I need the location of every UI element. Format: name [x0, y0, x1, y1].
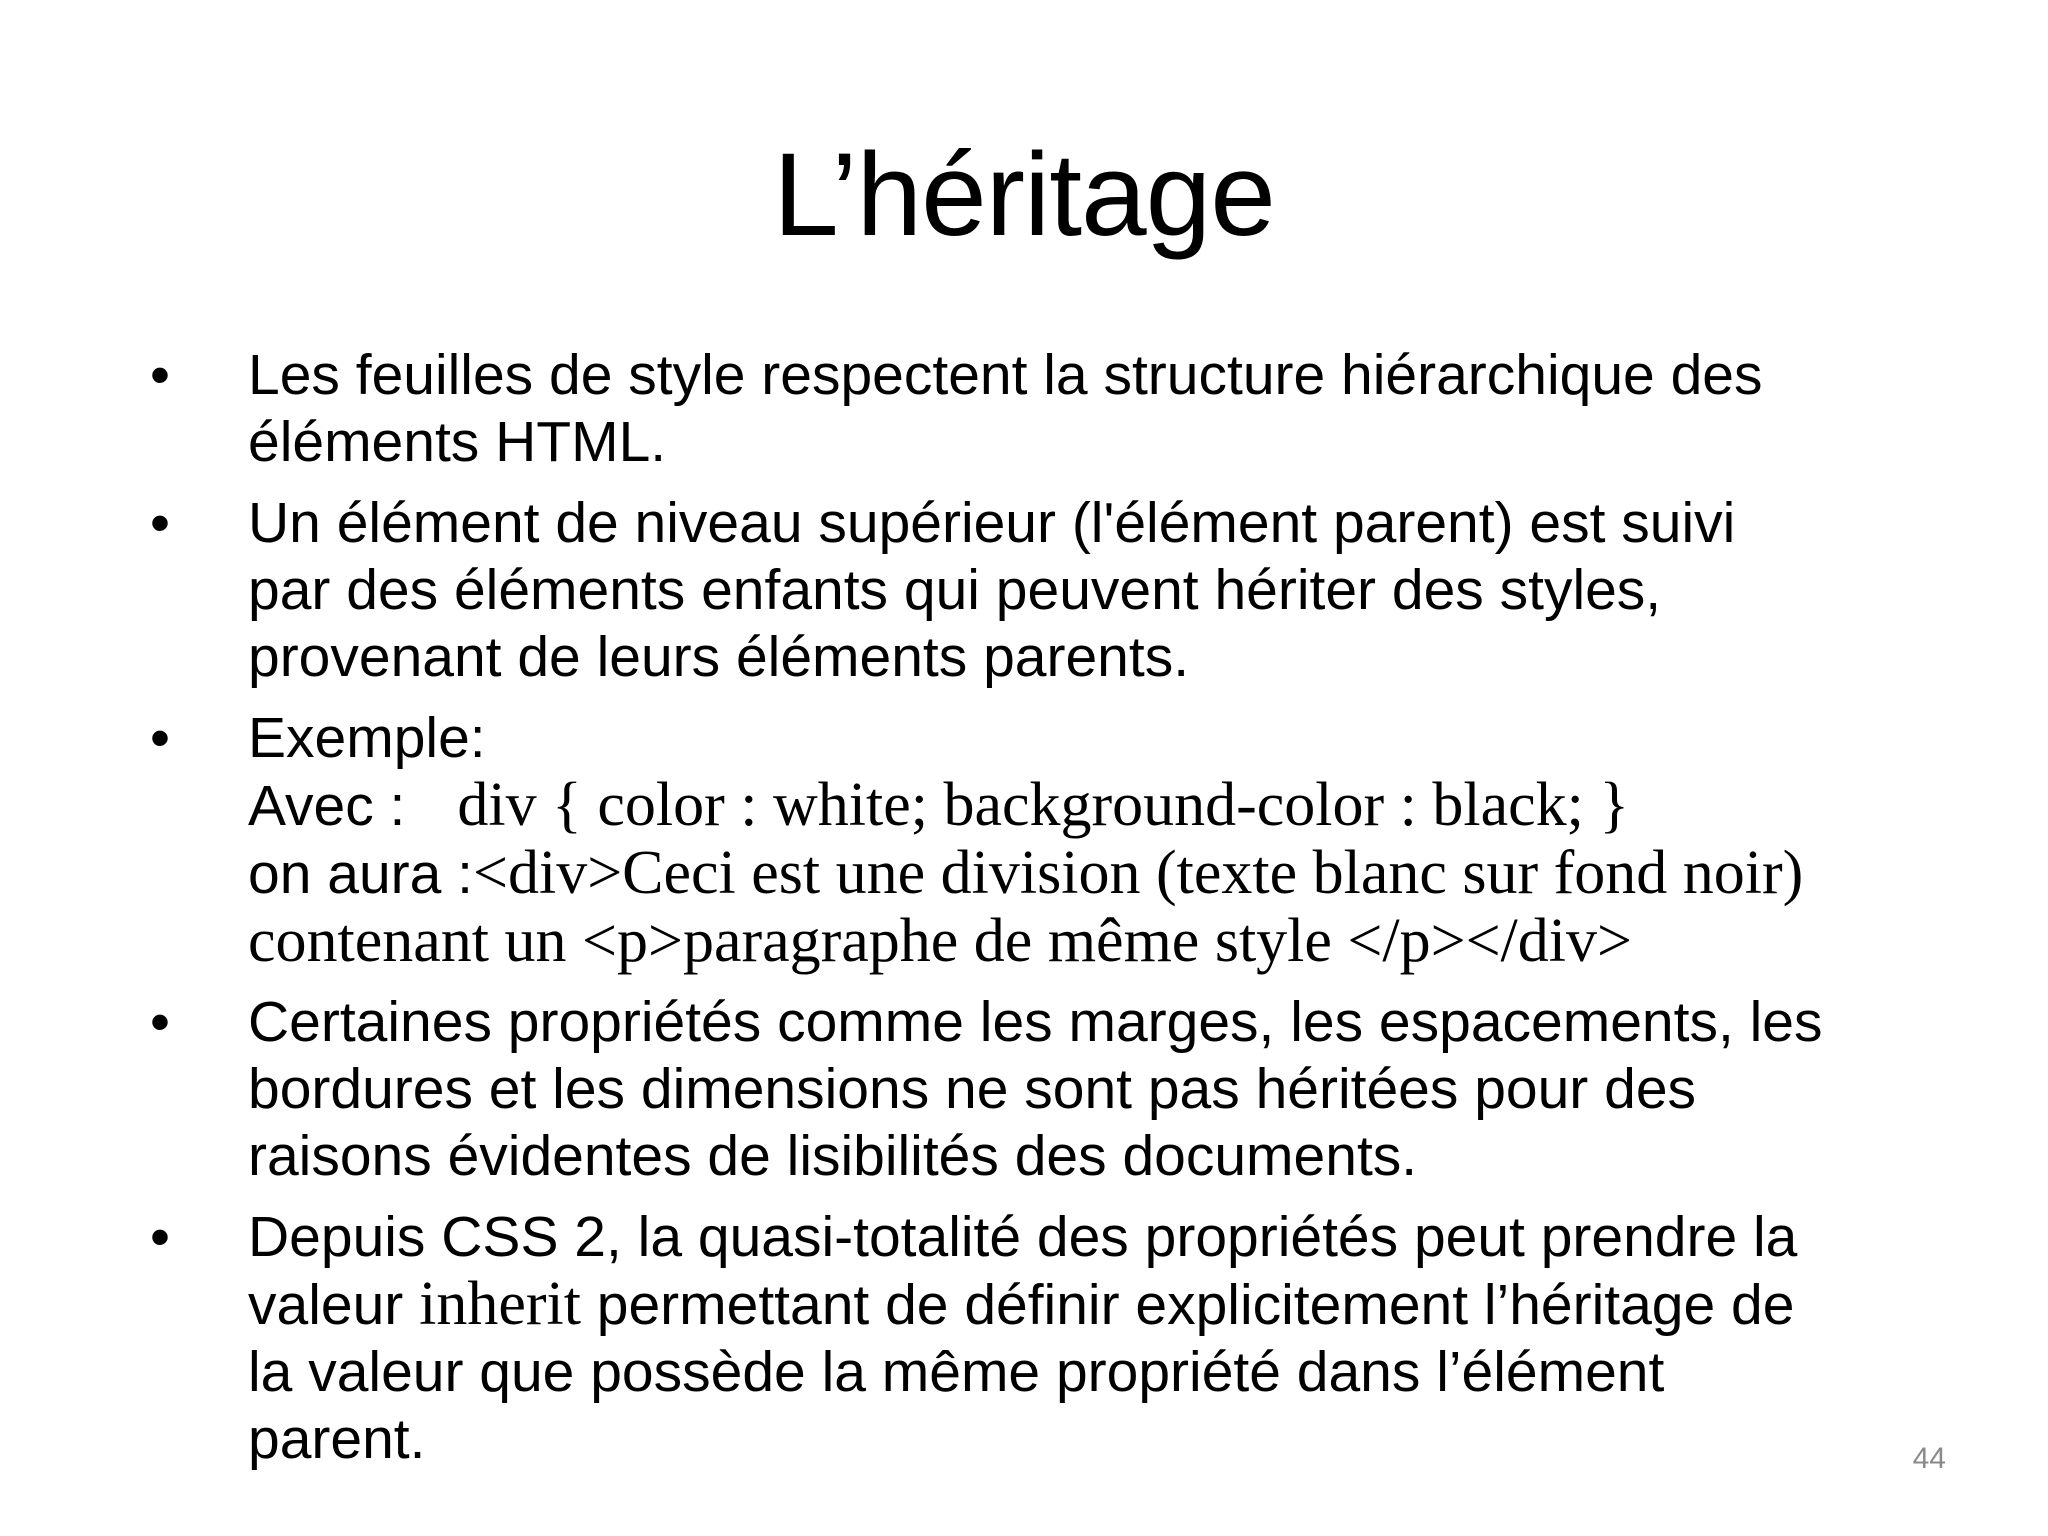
bullet-inherit-line — [248, 1271, 2010, 1339]
bullet-text-line: provenant de leurs éléments parents. — [248, 625, 1190, 689]
page-number: 44 — [1912, 1442, 1946, 1475]
bullet-text-line: bordures et les dimensions ne sont pas héritées pour des — [248, 1057, 1697, 1121]
bullet-dot-icon: • — [150, 491, 170, 555]
bullet-dot-icon: • — [150, 706, 170, 770]
bullet-item-parent-child — [150, 490, 2010, 691]
example-with-label: Avec : — [248, 774, 406, 838]
bullet-item-hierarchy — [150, 342, 2010, 476]
inherit-prefix: valeur — [248, 1273, 420, 1337]
inherit-suffix: permettant de définir explicitement l’héritage de — [580, 1273, 1795, 1337]
example-with-line — [248, 772, 2010, 840]
bullet-text-line: Certaines propriétés comme les marges, les espacements, les — [248, 990, 1823, 1054]
bullet-item-inherit-value — [150, 1204, 2010, 1473]
bullet-text-line: parent. — [248, 1407, 426, 1471]
bullet-text-line: Depuis CSS 2, la quasi-totalité des propriétés peut prendre la — [248, 1205, 1798, 1269]
bullet-dot-icon: • — [150, 1205, 170, 1269]
bullet-list — [150, 342, 2010, 1487]
bullet-text-line: Un élément de niveau supérieur (l'élément parent) est suivi — [248, 491, 1736, 555]
bullet-text-line: par des éléments enfants qui peuvent hériter des styles, — [248, 558, 1662, 622]
slide-title: L’héritage — [773, 129, 1275, 261]
example-html-code-2: contenant un <p>paragraphe de même style </p></div> — [248, 907, 1632, 975]
bullet-dot-icon: • — [150, 990, 170, 1054]
example-result-line — [248, 840, 2010, 908]
bullet-text-line: raisons évidentes de lisibilités des documents. — [248, 1124, 1418, 1188]
example-result-label: on aura : — [248, 842, 473, 906]
bullet-text-line: Les feuilles de style respectent la structure hiérarchique des — [248, 343, 1763, 407]
inherit-keyword: inherit — [419, 1270, 581, 1338]
example-intro: Exemple: — [248, 706, 486, 770]
bullet-text-line: éléments HTML. — [248, 410, 667, 474]
bullet-item-non-inherited — [150, 989, 2010, 1190]
bullet-dot-icon: • — [150, 343, 170, 407]
example-css-code: div { color : white; background-color : black; } — [457, 771, 1630, 839]
bullet-text-line: la valeur que possède la même propriété dans l’élément — [248, 1340, 1665, 1404]
example-html-code-1: <div>Ceci est une division (texte blanc sur fond noir) — [473, 839, 1804, 907]
bullet-item-example — [150, 705, 2010, 975]
